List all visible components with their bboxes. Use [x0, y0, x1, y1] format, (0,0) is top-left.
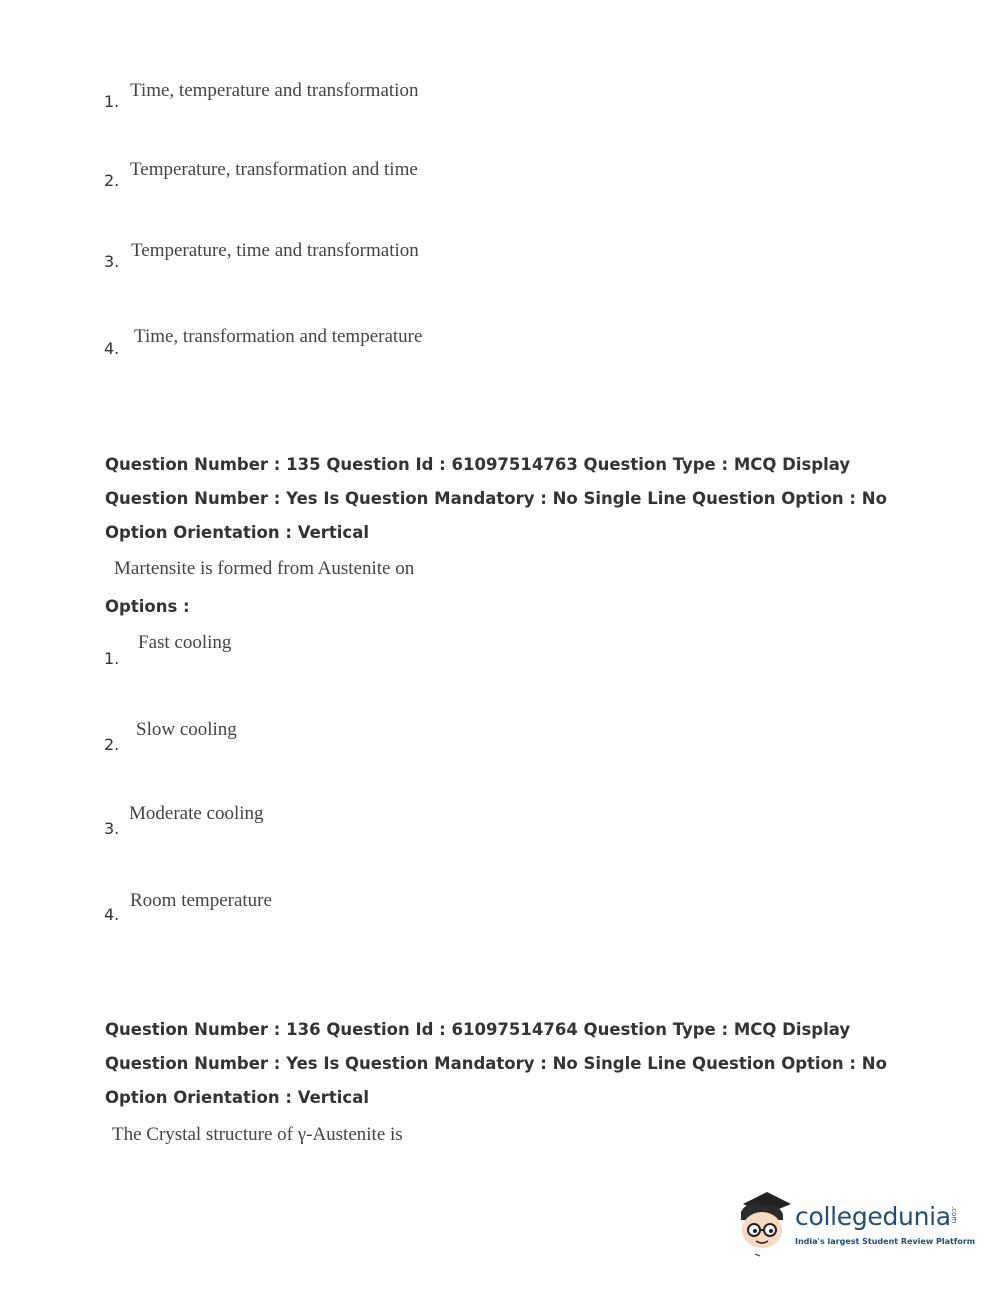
options-label: Options :	[105, 597, 190, 616]
logo-wordmark: collegedunia	[795, 1202, 951, 1231]
logo-tagline: India's largest Student Review Platform	[795, 1237, 976, 1246]
option-text: Temperature, transformation and time	[130, 159, 418, 180]
option-text: Time, transformation and temperature	[134, 326, 423, 347]
option-number: 2.	[104, 171, 120, 190]
option-text: Temperature, time and transformation	[131, 240, 419, 261]
mascot-icon	[733, 1190, 795, 1258]
option-number: 3.	[104, 819, 120, 838]
question-text: The Crystal structure of γ-Austenite is	[112, 1124, 403, 1145]
option-number: 3.	[104, 252, 120, 271]
option-number: 1.	[104, 92, 120, 111]
option-text: Fast cooling	[138, 632, 232, 653]
option-text: Slow cooling	[136, 719, 237, 740]
option-number: 2.	[104, 735, 120, 754]
question-text: Martensite is formed from Austenite on	[114, 558, 415, 579]
question-meta: Question Number : 135 Question Id : 61097514763 Question Type : MCQ Display Question Number : Yes Is Question Mandatory : No Single Line Question Option : No Option Orientation : Vertical	[105, 455, 887, 542]
option-text: Moderate cooling	[129, 803, 264, 824]
logo-suffix: .com	[950, 1206, 958, 1224]
option-number: 1.	[104, 649, 120, 668]
option-number: 4.	[104, 339, 120, 358]
collegedunia-logo	[733, 1190, 976, 1258]
option-text: Room temperature	[130, 890, 272, 911]
option-text: Time, temperature and transformation	[130, 80, 419, 101]
option-number: 4.	[104, 905, 120, 924]
question-meta: Question Number : 136 Question Id : 61097514764 Question Type : MCQ Display Question Number : Yes Is Question Mandatory : No Single Line Question Option : No Option Orientation : Vertical	[105, 1020, 887, 1107]
